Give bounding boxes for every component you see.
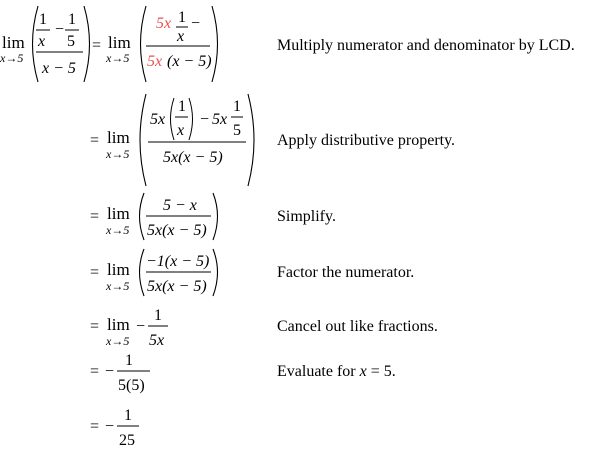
- lim-subscript: x→5: [106, 279, 130, 293]
- denominator: 5x: [149, 332, 165, 349]
- step-4: [90, 249, 414, 296]
- equals-sign: =: [92, 37, 102, 54]
- open-paren: [140, 249, 145, 296]
- denominator: 5x(x − 5): [147, 222, 207, 239]
- step-explanation: Apply distributive property.: [277, 132, 456, 149]
- frac-b-top: 1: [233, 98, 241, 115]
- numerator: −1(x − 5): [146, 253, 210, 270]
- lim-subscript: x→5: [0, 51, 24, 65]
- numerator: 5 − x: [163, 197, 197, 214]
- negative-sign: −: [136, 318, 146, 335]
- lhs-denominator: x − 5: [42, 60, 76, 77]
- close-paren: [84, 6, 90, 82]
- frac-a-top: 1: [178, 98, 186, 115]
- inner-frac-a-top: 1: [39, 11, 47, 28]
- equals-sign: =: [90, 264, 100, 281]
- numerator-term-a: 5x: [150, 111, 166, 128]
- inner-frac-a-bottom: x: [38, 33, 46, 50]
- numerator: 1: [154, 307, 162, 324]
- lim-subscript: x→5: [106, 147, 130, 161]
- step-explanation: Simplify.: [277, 208, 336, 225]
- denominator-rest: (x − 5): [167, 53, 212, 70]
- step-2: [90, 94, 455, 186]
- equals-sign: =: [90, 318, 100, 335]
- step-1: [0, 6, 575, 82]
- numerator: 1: [125, 352, 133, 369]
- denominator: 5x(x − 5): [147, 278, 207, 295]
- close-paren: [213, 193, 218, 240]
- equals-sign: =: [90, 363, 100, 380]
- open-paren: [140, 94, 146, 186]
- step-explanation: Factor the numerator.: [277, 264, 415, 281]
- step-3: [90, 193, 336, 240]
- step-6: [90, 352, 396, 394]
- step-7: [90, 407, 139, 449]
- inner-frac-b-top: 1: [68, 11, 76, 28]
- lim-operator: lim: [107, 260, 130, 279]
- step-explanation: Evaluate for x = 5.: [277, 363, 396, 380]
- small-close-paren: [189, 98, 193, 140]
- numerator-minus: −: [200, 111, 210, 128]
- denominator: 5(5): [118, 377, 145, 394]
- equals-sign: =: [90, 132, 100, 149]
- open-paren: [141, 6, 147, 82]
- numerator-term-b: 5x: [212, 111, 228, 128]
- open-paren: [140, 193, 145, 240]
- numerator-lcd: 5x: [156, 15, 172, 32]
- denominator: 25: [119, 432, 135, 449]
- lim-subscript: x→5: [106, 223, 130, 237]
- equals-sign: =: [90, 418, 100, 435]
- lim-operator: lim: [2, 33, 25, 52]
- negative-sign: −: [105, 418, 115, 435]
- lim-operator: lim: [107, 315, 130, 334]
- step-explanation: Multiply numerator and denominator by LCD.: [277, 37, 575, 54]
- denominator-lcd: 5x: [147, 53, 163, 70]
- lim-subscript: x→5: [106, 51, 130, 65]
- lim-operator: lim: [107, 204, 130, 223]
- numerator-tail: −: [191, 15, 201, 32]
- small-open-paren: [171, 98, 175, 140]
- frac-a-bottom: x: [177, 122, 185, 139]
- frac-b-bottom: 5: [233, 122, 241, 139]
- close-paren: [213, 249, 218, 296]
- close-paren: [248, 94, 254, 186]
- lim-operator: lim: [108, 33, 131, 52]
- numerator: 1: [124, 407, 132, 424]
- close-paren: [212, 6, 218, 82]
- equals-sign: =: [90, 208, 100, 225]
- denominator: 5x(x − 5): [163, 149, 223, 166]
- step-5: [90, 307, 438, 349]
- negative-sign: −: [105, 363, 115, 380]
- inner-frac-b-bottom: 5: [67, 33, 75, 50]
- lim-operator: lim: [107, 128, 130, 147]
- numerator-frac-bottom: x: [177, 28, 185, 45]
- numerator-frac-top: 1: [178, 9, 186, 26]
- step-explanation: Cancel out like fractions.: [277, 318, 438, 335]
- inner-minus: −: [55, 21, 65, 38]
- lim-subscript: x→5: [106, 334, 130, 348]
